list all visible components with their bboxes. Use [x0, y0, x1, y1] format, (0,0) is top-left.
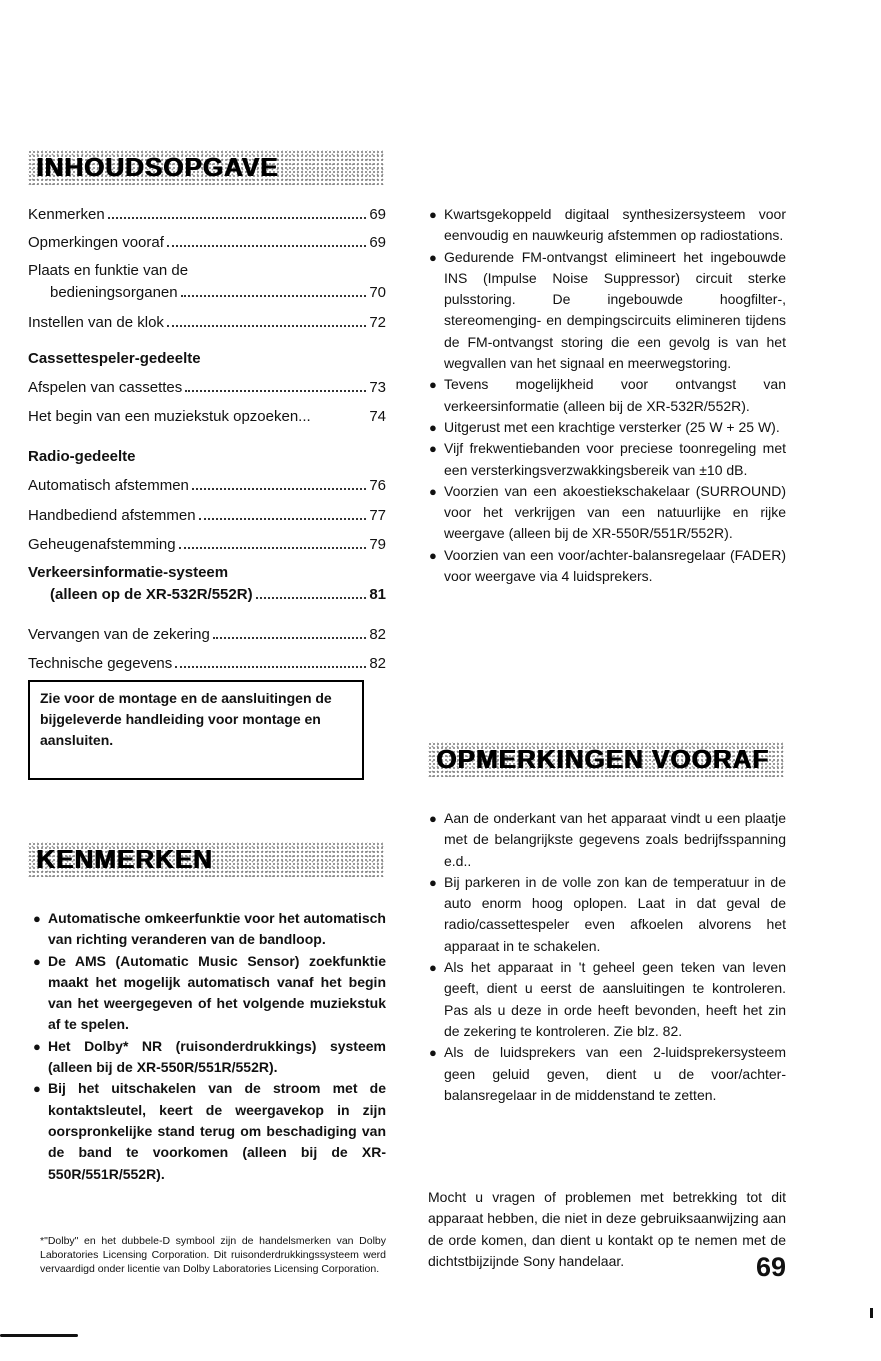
toc-label: Technische gegevens	[28, 655, 173, 672]
list-item: ● Voorzien van een voor/achter-balansregelaar (FADER) voor weergave via 4 luidsprekers.	[429, 546, 786, 585]
toc-item-afspelen	[28, 378, 386, 397]
toc-item-technisch	[28, 654, 386, 673]
toc-page: 77	[369, 507, 386, 524]
list-item: ● Tevens mogelijkheid voor ontvangst van verkeersinformatie (alleen bij de XR-532R/552R).	[429, 376, 786, 414]
scan-mark	[870, 1308, 873, 1318]
list-item: ● Vijf frekwentiebanden voor preciese toonregeling met een versterkingsverzwakkingsbereik van ±10 dB.	[429, 440, 786, 478]
features-list-right	[428, 204, 786, 587]
toc-label: Opmerkingen vooraf	[28, 234, 164, 251]
contents-heading	[28, 150, 384, 185]
features-list-left	[32, 908, 386, 1185]
toc-item-geheugen	[28, 535, 386, 554]
toc-page: 82	[369, 626, 386, 643]
remarks-list	[428, 808, 786, 1106]
toc-label: Afspelen van cassettes	[28, 379, 183, 396]
toc-item-klok	[28, 313, 386, 332]
toc-label: Instellen van de klok	[28, 314, 164, 331]
list-item: ● De AMS (Automatic Music Sensor) zoekfunktie maakt het mogelijk automatisch vanaf het begin van het weergegeven of het volgende muziekstuk af te spelen.	[33, 952, 386, 1033]
list-item: ● Voorzien van een akoestiekschakelaar (SURROUND) voor het verkrijgen van een natuurlijke en rijke weergave (alleen bij de XR-550R/551R/552R).	[429, 482, 786, 542]
toc-item-plaats	[50, 283, 386, 302]
toc-item-opmerkingen	[28, 233, 386, 252]
scan-mark	[0, 1334, 78, 1337]
toc-page: 79	[369, 536, 386, 553]
list-item: ● Aan de onderkant van het apparaat vindt u een plaatje met de belangrijkste gegevens zoals bedrijfsspanning e.d..	[429, 810, 786, 869]
list-item: ● Bij het uitschakelen van de stroom met de kontaktsleutel, keert de weergavekop in zijn oorspronkelijke stand terug om beschadiging van de band te voorkomen (alleen bij de XR-550R/551R/552R).	[33, 1080, 386, 1182]
toc-item-verkeer	[50, 585, 386, 604]
list-item: ● Als de luidsprekers van een 2-luidsprekersysteem geen geluid geven, dient u de voor/achter-balansregelaar in de middenstand te zetten.	[429, 1044, 786, 1103]
installation-note-text: Zie voor de montage en de aansluitingen de bijgeleverde handleiding voor montage en aansluiten.	[40, 690, 332, 748]
toc-label: Het begin van een muziekstuk opzoeken...	[28, 408, 311, 425]
list-item: ● Automatische omkeerfunktie voor het automatisch van richting veranderen van de bandloop.	[33, 910, 386, 948]
contents-heading-text: INHOUDSOPGAVE	[36, 152, 279, 182]
toc-section-cassette: Cassettespeler-gedeelte	[28, 350, 201, 367]
features-heading-text: KENMERKEN	[36, 844, 213, 874]
features-heading	[28, 842, 384, 877]
remarks-heading	[428, 742, 784, 777]
toc-item-zekering	[28, 625, 386, 644]
toc-item-muziekstuk	[28, 408, 386, 426]
toc-item-handbediend	[28, 506, 386, 525]
page-number: 69	[756, 1252, 787, 1282]
toc-item-plaats-line1: Plaats en funktie van de	[28, 262, 189, 279]
toc-page: 69	[369, 234, 386, 251]
toc-item-kenmerken	[28, 205, 386, 224]
toc-label: bedieningsorganen	[50, 284, 178, 301]
toc-label: Kenmerken	[28, 206, 105, 223]
toc-label: (alleen op de XR-532R/552R)	[50, 586, 253, 603]
list-item: ● Het Dolby* NR (ruisonderdrukkings) systeem (alleen bij de XR-550R/551R/552R).	[33, 1037, 386, 1076]
installation-note-box	[28, 680, 364, 780]
toc-label: Handbediend afstemmen	[28, 507, 196, 524]
list-item: ● Uitgerust met een krachtige versterker (25 W + 25 W).	[429, 418, 780, 435]
toc-item-verkeer-line1: Verkeersinformatie-systeem	[28, 564, 229, 581]
toc-label: Geheugenafstemming	[28, 536, 176, 553]
dolby-footnote: *"Dolby" en het dubbele-D symbool zijn de handelsmerken van Dolby Laboratories Licensing Corporation. Dit ruisonderdrukkingssysteem werd vervaardigd onder licentie van Dolby Laboratories Licensing Corporation.	[40, 1235, 386, 1275]
toc-section-radio: Radio-gedeelte	[28, 448, 136, 465]
toc-page: 69	[369, 206, 386, 223]
toc-page: 74	[369, 408, 386, 425]
toc-page: 73	[369, 379, 386, 396]
list-item: ● Als het apparaat in 't geheel geen teken van leven geeft, dient u eerst de aansluitingen te kontroleren. Pas als u deze in orde heeft bevonden, heeft het zin de zekering te kontroleren. Zie blz. 82.	[429, 959, 786, 1039]
toc-page: 76	[369, 477, 386, 494]
list-item: ● Bij parkeren in de volle zon kan de temperatuur in de auto enorm hoog oplopen. Laat in dat geval de radio/cassettespeler even afkoelen alvorens het apparaat in te schakelen.	[429, 873, 786, 954]
list-item: ● Kwartsgekoppeld digitaal synthesizersysteem voor eenvoudig en nauwkeurig afstemmen op radiostations.	[429, 206, 786, 244]
toc-page: 70	[369, 284, 386, 301]
toc-page: 82	[369, 655, 386, 672]
toc-page: 81	[369, 586, 386, 603]
toc-label: Automatisch afstemmen	[28, 477, 189, 494]
contact-paragraph: Mocht u vragen of problemen met betrekking tot dit apparaat hebben, die niet in deze gebruiksaanwijzing aan de orde komen, dan dient u kontakt op te nemen met de dichtstbijzijnde Sony handelaar.	[428, 1189, 786, 1269]
toc-item-automatisch	[28, 476, 386, 495]
toc-label: Vervangen van de zekering	[28, 626, 210, 643]
toc-page: 72	[369, 314, 386, 331]
remarks-heading-text: OPMERKINGEN VOORAF	[436, 744, 769, 774]
list-item: ● Gedurende FM-ontvangst elimineert het ingebouwde INS (Impulse Noise Suppressor) circuit sterke pulsstoring. De ingebouwde hoogfilter-, stereomenging- en dempingscircuits elimineren tijdens de FM-ontvangst storing die een gevolg is van het wegvallen van het signaal en meerwegstoring.	[429, 248, 786, 372]
